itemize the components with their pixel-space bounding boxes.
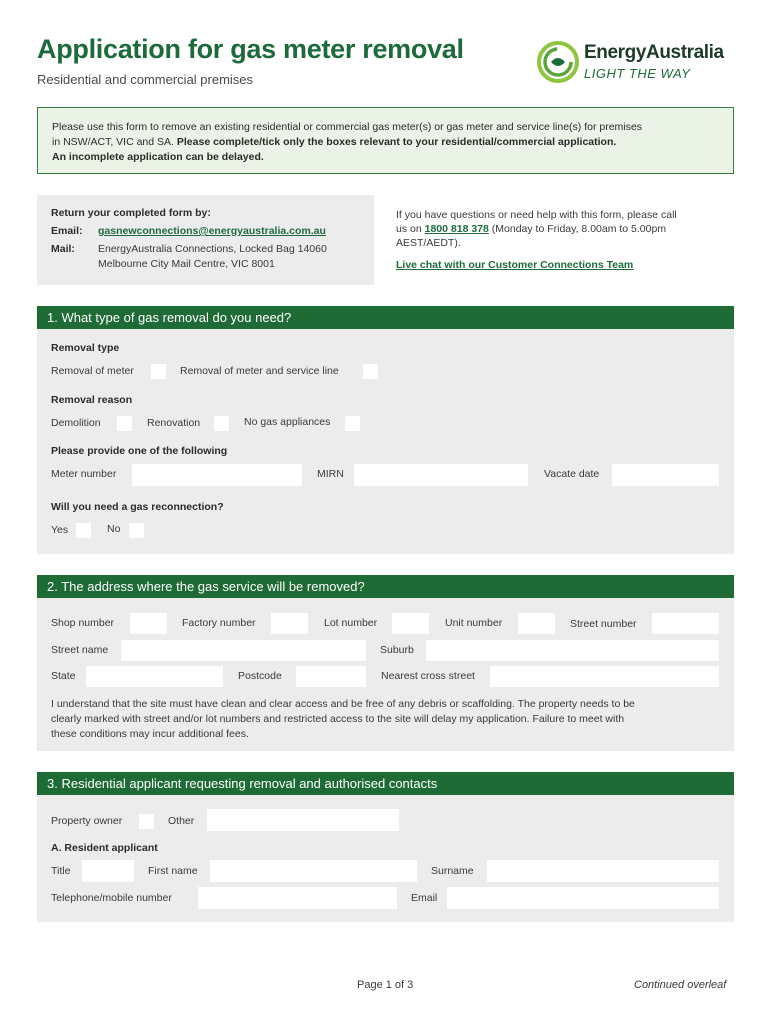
- telephone-label: Telephone/mobile number: [51, 892, 172, 904]
- email-label: Email: [411, 892, 438, 904]
- factory-number-input[interactable]: [271, 613, 308, 634]
- notice-line-3: An incomplete application can be delayed.: [52, 151, 264, 163]
- energyaustralia-swirl-logo-icon: [536, 40, 580, 84]
- return-email-link[interactable]: gasnewconnections@energyaustralia.com.au: [98, 225, 326, 237]
- other-input[interactable]: [207, 809, 399, 831]
- shop-number-label: Shop number: [51, 617, 115, 629]
- title-label: Title: [51, 865, 71, 877]
- email-label: Email:: [51, 225, 83, 237]
- shop-number-input[interactable]: [130, 613, 167, 634]
- help-info: [396, 208, 726, 272]
- section-1-body: [37, 329, 734, 554]
- nearest-cross-street-input[interactable]: [490, 666, 719, 687]
- provide-one-label: Please provide one of the following: [51, 445, 228, 457]
- section-3-body: [37, 795, 734, 922]
- other-label: Other: [168, 815, 195, 827]
- brand-name: EnergyAustralia: [584, 42, 724, 63]
- page-title: Application for gas meter removal: [37, 34, 464, 64]
- continued-overleaf: Continued overleaf: [634, 979, 727, 991]
- reason-demolition-label: Demolition: [51, 417, 101, 429]
- removal-type-label: Removal type: [51, 342, 120, 354]
- return-instructions: [37, 195, 374, 285]
- street-name-label: Street name: [51, 644, 109, 656]
- resident-applicant-label: A. Resident applicant: [51, 842, 158, 854]
- first-name-input[interactable]: [210, 860, 417, 882]
- mirn-label: MIRN: [317, 468, 344, 480]
- vacate-date-label: Vacate date: [544, 468, 600, 480]
- brand-logo: [536, 40, 736, 86]
- section-2-body: [37, 598, 734, 751]
- return-heading: Return your completed form by:: [51, 207, 211, 219]
- nearest-cross-street-label: Nearest cross street: [381, 670, 475, 682]
- telephone-input[interactable]: [198, 887, 397, 909]
- help-line-2: us on 1800 818 378 (Monday to Friday, 8.00am to 5.00pm: [396, 223, 667, 235]
- email-input[interactable]: [447, 887, 719, 909]
- vacate-date-input[interactable]: [612, 464, 719, 486]
- section-3-heading: 3. Residential applicant requesting removal and authorised contacts: [37, 772, 734, 795]
- reason-renovation-label: Renovation: [147, 417, 201, 429]
- removal-meter-label: Removal of meter: [51, 365, 134, 377]
- help-line-3: AEST/AEDT).: [396, 237, 461, 249]
- page-subtitle: Residential and commercial premises: [37, 72, 254, 87]
- removal-reason-label: Removal reason: [51, 394, 133, 406]
- mirn-input[interactable]: [354, 464, 528, 486]
- help-line-1: If you have questions or need help with this form, please call: [396, 209, 677, 221]
- title-input[interactable]: [82, 860, 134, 882]
- suburb-input[interactable]: [426, 640, 719, 661]
- factory-number-label: Factory number: [182, 617, 256, 629]
- street-number-label: Street number: [570, 618, 637, 630]
- brand-tagline: LIGHT THE WAY: [584, 66, 691, 81]
- mail-address-line-1: EnergyAustralia Connections, Locked Bag 14060: [98, 243, 327, 255]
- removal-meter-service-label: Removal of meter and service line: [180, 365, 339, 377]
- surname-label: Surname: [431, 865, 474, 877]
- notice-line-1: Please use this form to remove an existing residential or commercial gas meter(s) or gas meter and service line(s) for premises: [52, 121, 642, 133]
- reconnection-no-checkbox[interactable]: [129, 523, 144, 538]
- section-1-heading: 1. What type of gas removal do you need?: [37, 306, 734, 329]
- property-owner-checkbox[interactable]: [139, 814, 154, 829]
- reason-renovation-checkbox[interactable]: [214, 416, 229, 431]
- removal-meter-checkbox[interactable]: [151, 364, 166, 379]
- reconnection-yes-checkbox[interactable]: [76, 523, 91, 538]
- mail-label: Mail:: [51, 243, 75, 255]
- reconnection-yes-label: Yes: [51, 524, 69, 536]
- reason-no-gas-label: No gas appliances: [244, 416, 331, 428]
- reason-no-gas-checkbox[interactable]: [345, 416, 360, 431]
- site-access-disclaimer: [51, 697, 711, 742]
- street-name-input[interactable]: [121, 640, 366, 661]
- suburb-label: Suburb: [380, 644, 414, 656]
- property-owner-label: Property owner: [51, 815, 123, 827]
- first-name-label: First name: [148, 865, 198, 877]
- state-input[interactable]: [86, 666, 223, 687]
- meter-number-label: Meter number: [51, 468, 117, 480]
- disclaimer-line-3: these conditions may incur additional fees.: [51, 728, 249, 740]
- postcode-input[interactable]: [296, 666, 366, 687]
- lot-number-label: Lot number: [324, 617, 378, 629]
- state-label: State: [51, 670, 76, 682]
- unit-number-label: Unit number: [445, 617, 503, 629]
- page-number: Page 1 of 3: [357, 979, 414, 991]
- unit-number-input[interactable]: [518, 613, 555, 634]
- phone-link[interactable]: 1800 818 378: [424, 223, 489, 235]
- reconnection-no-label: No: [107, 523, 121, 535]
- section-2-heading: 2. The address where the gas service will be removed?: [37, 575, 734, 598]
- postcode-label: Postcode: [238, 670, 282, 682]
- disclaimer-line-2: clearly marked with street and/or lot numbers and restricted access to the site will delay my application. Failure to meet with: [51, 713, 625, 725]
- street-number-input[interactable]: [652, 613, 719, 634]
- disclaimer-line-1: I understand that the site must have clean and clear access and be free of any debris or scaffolding. The property needs to be: [51, 698, 635, 710]
- meter-number-input[interactable]: [132, 464, 302, 486]
- lot-number-input[interactable]: [392, 613, 429, 634]
- surname-input[interactable]: [487, 860, 719, 882]
- live-chat-link[interactable]: Live chat with our Customer Connections Team: [396, 259, 634, 271]
- instructions-notice: [37, 107, 734, 174]
- reconnection-label: Will you need a gas reconnection?: [51, 501, 224, 513]
- notice-line-2: in NSW/ACT, VIC and SA. Please complete/tick only the boxes relevant to your residential/commercial application.: [52, 136, 617, 148]
- mail-address-line-2: Melbourne City Mail Centre, VIC 8001: [98, 258, 275, 270]
- reason-demolition-checkbox[interactable]: [117, 416, 132, 431]
- removal-meter-service-checkbox[interactable]: [363, 364, 378, 379]
